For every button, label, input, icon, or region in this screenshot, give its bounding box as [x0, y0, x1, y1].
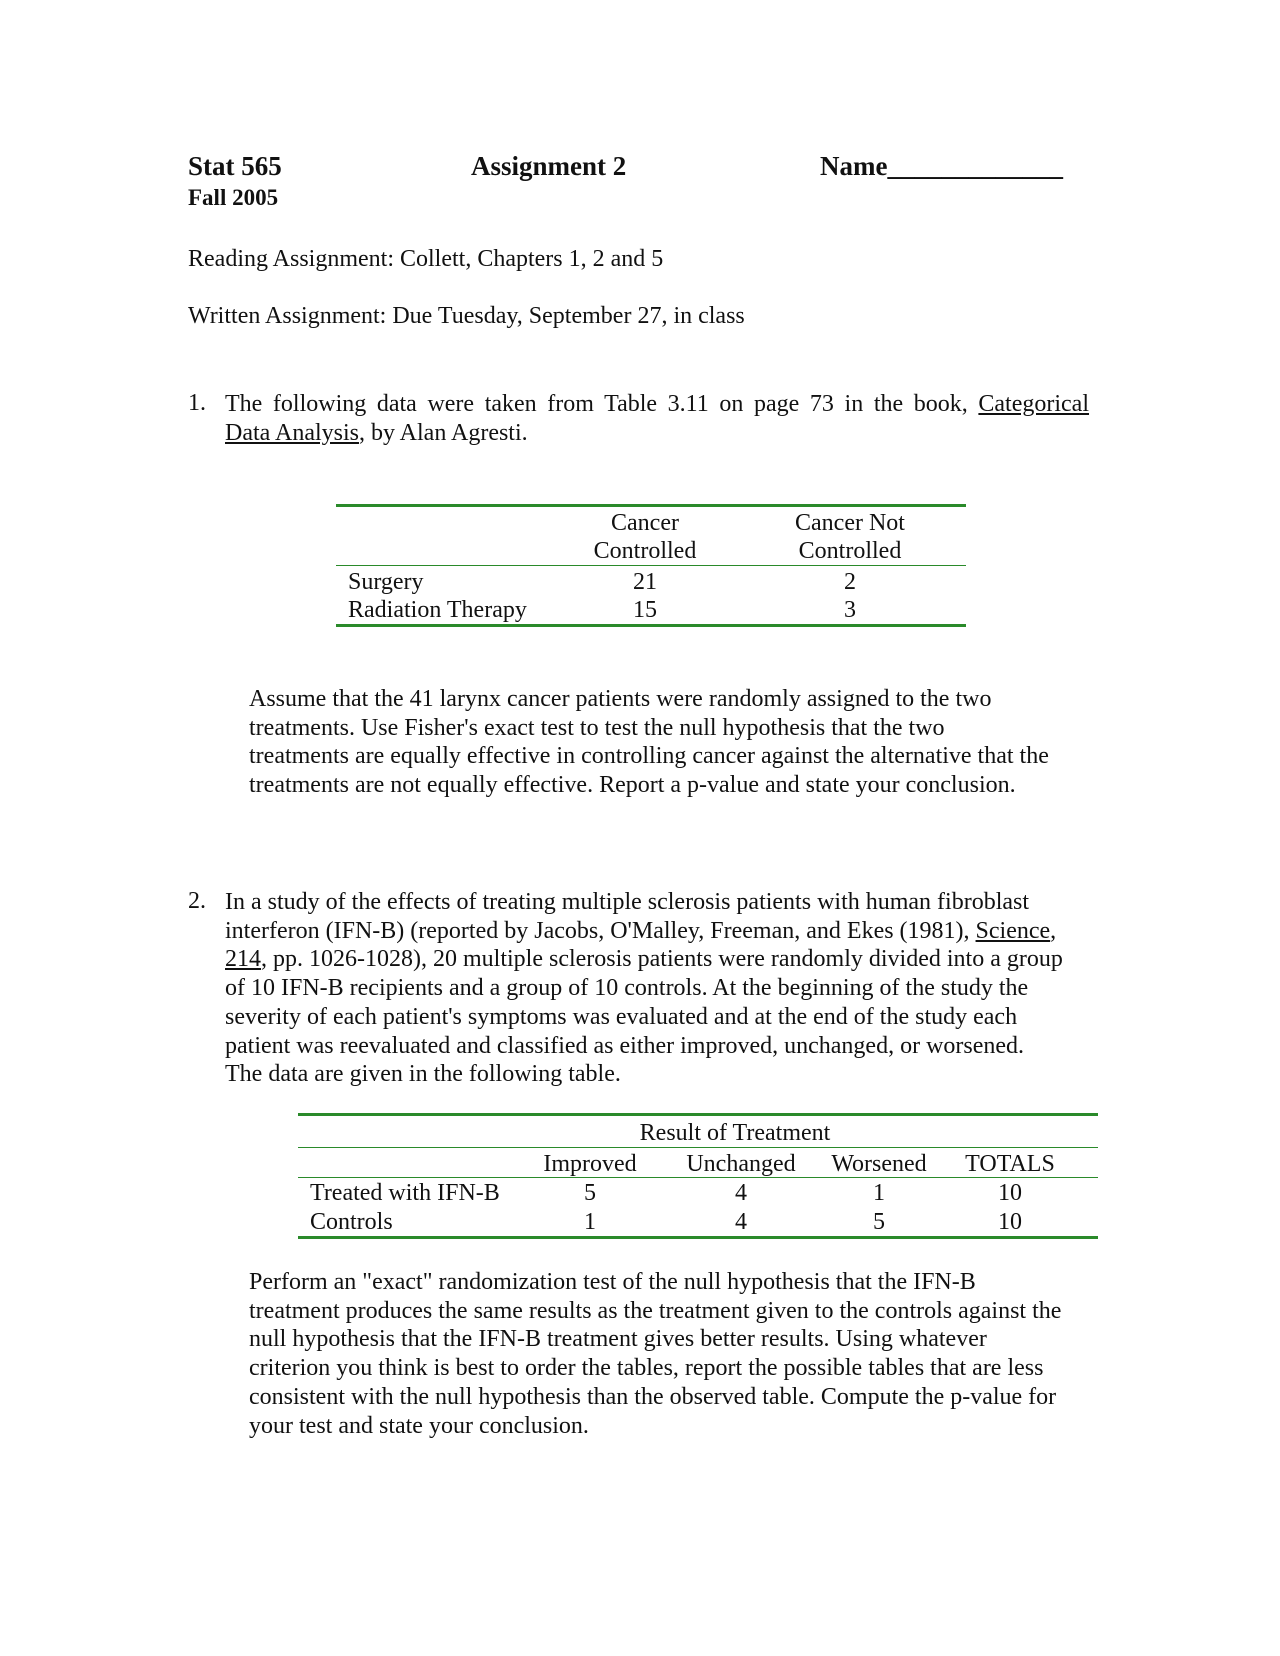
- table-cell: 10: [998, 1180, 1022, 1206]
- question-1-intro-text: The following data were taken from Table 3.11 on page 73 in the book,: [225, 391, 968, 417]
- body-line: In a study of the effects of treating multiple sclerosis patients with human fibroblast: [225, 889, 1030, 915]
- table-cell: 1: [873, 1180, 885, 1206]
- citation-punct: ,: [1050, 917, 1057, 944]
- body-line: null hypothesis that the IFN-B treatment gives better results. Using whatever: [249, 1326, 987, 1353]
- col-header-line: Cancer: [611, 510, 679, 536]
- table-cell: 10: [998, 1209, 1022, 1235]
- table-rule-bottom: [298, 1236, 1098, 1239]
- table-rule-top: [298, 1113, 1098, 1116]
- table-cell: 1: [584, 1209, 596, 1235]
- table-rule-top: [336, 504, 966, 507]
- table-rule-group: [298, 1147, 1098, 1148]
- col-header-unchanged: Unchanged: [686, 1151, 796, 1177]
- book-title-part1: Categorical: [978, 391, 1090, 417]
- table-rule-bottom: [336, 624, 966, 627]
- col-header-cancer-controlled: [580, 509, 710, 565]
- journal-volume: 214: [225, 946, 261, 973]
- row-label-controls: Controls: [310, 1209, 393, 1235]
- citation-text: interferon (IFN-B) (reported by Jacobs, O'Malley, Freeman, and Ekes (1981),: [225, 917, 976, 944]
- table-cell: 4: [735, 1209, 747, 1235]
- row-label-surgery: Surgery: [348, 569, 424, 595]
- col-header-totals: TOTALS: [965, 1151, 1055, 1177]
- assignment-title: Assignment 2: [471, 151, 627, 181]
- question-1-body: [249, 685, 1049, 800]
- body-line: [225, 945, 1063, 974]
- term: Fall 2005: [188, 185, 279, 210]
- body-line: Assume that the 41 larynx cancer patients were randomly assigned to the two: [249, 686, 992, 712]
- question-2-body: [249, 1268, 1061, 1440]
- col-header-cancer-not-controlled: [785, 509, 915, 565]
- question-2-number: 2.: [188, 888, 206, 914]
- row-label-treated: Treated with IFN-B: [310, 1180, 500, 1206]
- table-cell: 21: [633, 569, 657, 595]
- body-line: your test and state your conclusion.: [249, 1412, 589, 1439]
- question-1-intro: [225, 390, 1089, 447]
- question-1-intro-line1: [225, 390, 1089, 419]
- body-line: treatments are equally effective in controlling cancer against the alternative that the: [249, 743, 1049, 770]
- question-1-number: 1.: [188, 390, 206, 416]
- book-title-part2: Data Analysis: [225, 419, 359, 446]
- table-cell: 5: [873, 1209, 885, 1235]
- col-header-line: Controlled: [593, 538, 697, 564]
- journal-name: Science: [975, 917, 1051, 944]
- col-header-improved: Improved: [543, 1151, 637, 1177]
- group-header: Result of Treatment: [639, 1120, 831, 1146]
- reading-assignment: Reading Assignment: Collett, Chapters 1, 2 and 5: [188, 246, 664, 272]
- written-assignment: Written Assignment: Due Tuesday, September 27, in class: [188, 303, 745, 329]
- col-header-line: Controlled: [798, 538, 902, 564]
- table-cell: 3: [844, 597, 856, 623]
- question-1-intro-tail: , by Alan Agresti.: [358, 419, 528, 446]
- col-header-worsened: Worsened: [831, 1151, 927, 1177]
- citation-text: , pp. 1026-1028), 20 multiple sclerosis patients were randomly divided into a group: [261, 946, 1063, 973]
- body-line: The data are given in the following table.: [225, 1061, 621, 1088]
- col-header-line: Cancer Not: [795, 510, 905, 536]
- question-2-intro: [225, 888, 1063, 1089]
- table-cell: 4: [735, 1180, 747, 1206]
- table-cell: 2: [844, 569, 856, 595]
- table-rule-mid: [336, 565, 966, 566]
- name-field-label: Name_____________: [820, 151, 1063, 181]
- body-line: treatments are not equally effective. Report a p-value and state your conclusion.: [249, 772, 1016, 799]
- body-line: patient was reevaluated and classified as either improved, unchanged, or worsened.: [225, 1032, 1025, 1059]
- table-rule-mid: [298, 1177, 1098, 1178]
- question-1-intro-line2: [225, 419, 1089, 448]
- body-line: of 10 IFN-B recipients and a group of 10 controls. At the beginning of the study the: [225, 975, 1029, 1002]
- body-line: [225, 917, 1063, 946]
- row-label-radiation: Radiation Therapy: [348, 597, 527, 623]
- body-line: consistent with the null hypothesis than the observed table. Compute the p-value for: [249, 1383, 1057, 1410]
- body-line: criterion you think is best to order the tables, report the possible tables that are less: [249, 1355, 1044, 1382]
- body-line: severity of each patient's symptoms was evaluated and at the end of the study each: [225, 1003, 1018, 1030]
- course-title: Stat 565: [188, 151, 282, 181]
- body-line: treatments. Use Fisher's exact test to test the null hypothesis that the two: [249, 714, 945, 741]
- table-cell: 15: [633, 597, 657, 623]
- body-line: treatment produces the same results as the treatment given to the controls against the: [249, 1297, 1062, 1324]
- table-cell: 5: [584, 1180, 596, 1206]
- body-line: Perform an "exact" randomization test of the null hypothesis that the IFN-B: [249, 1269, 976, 1295]
